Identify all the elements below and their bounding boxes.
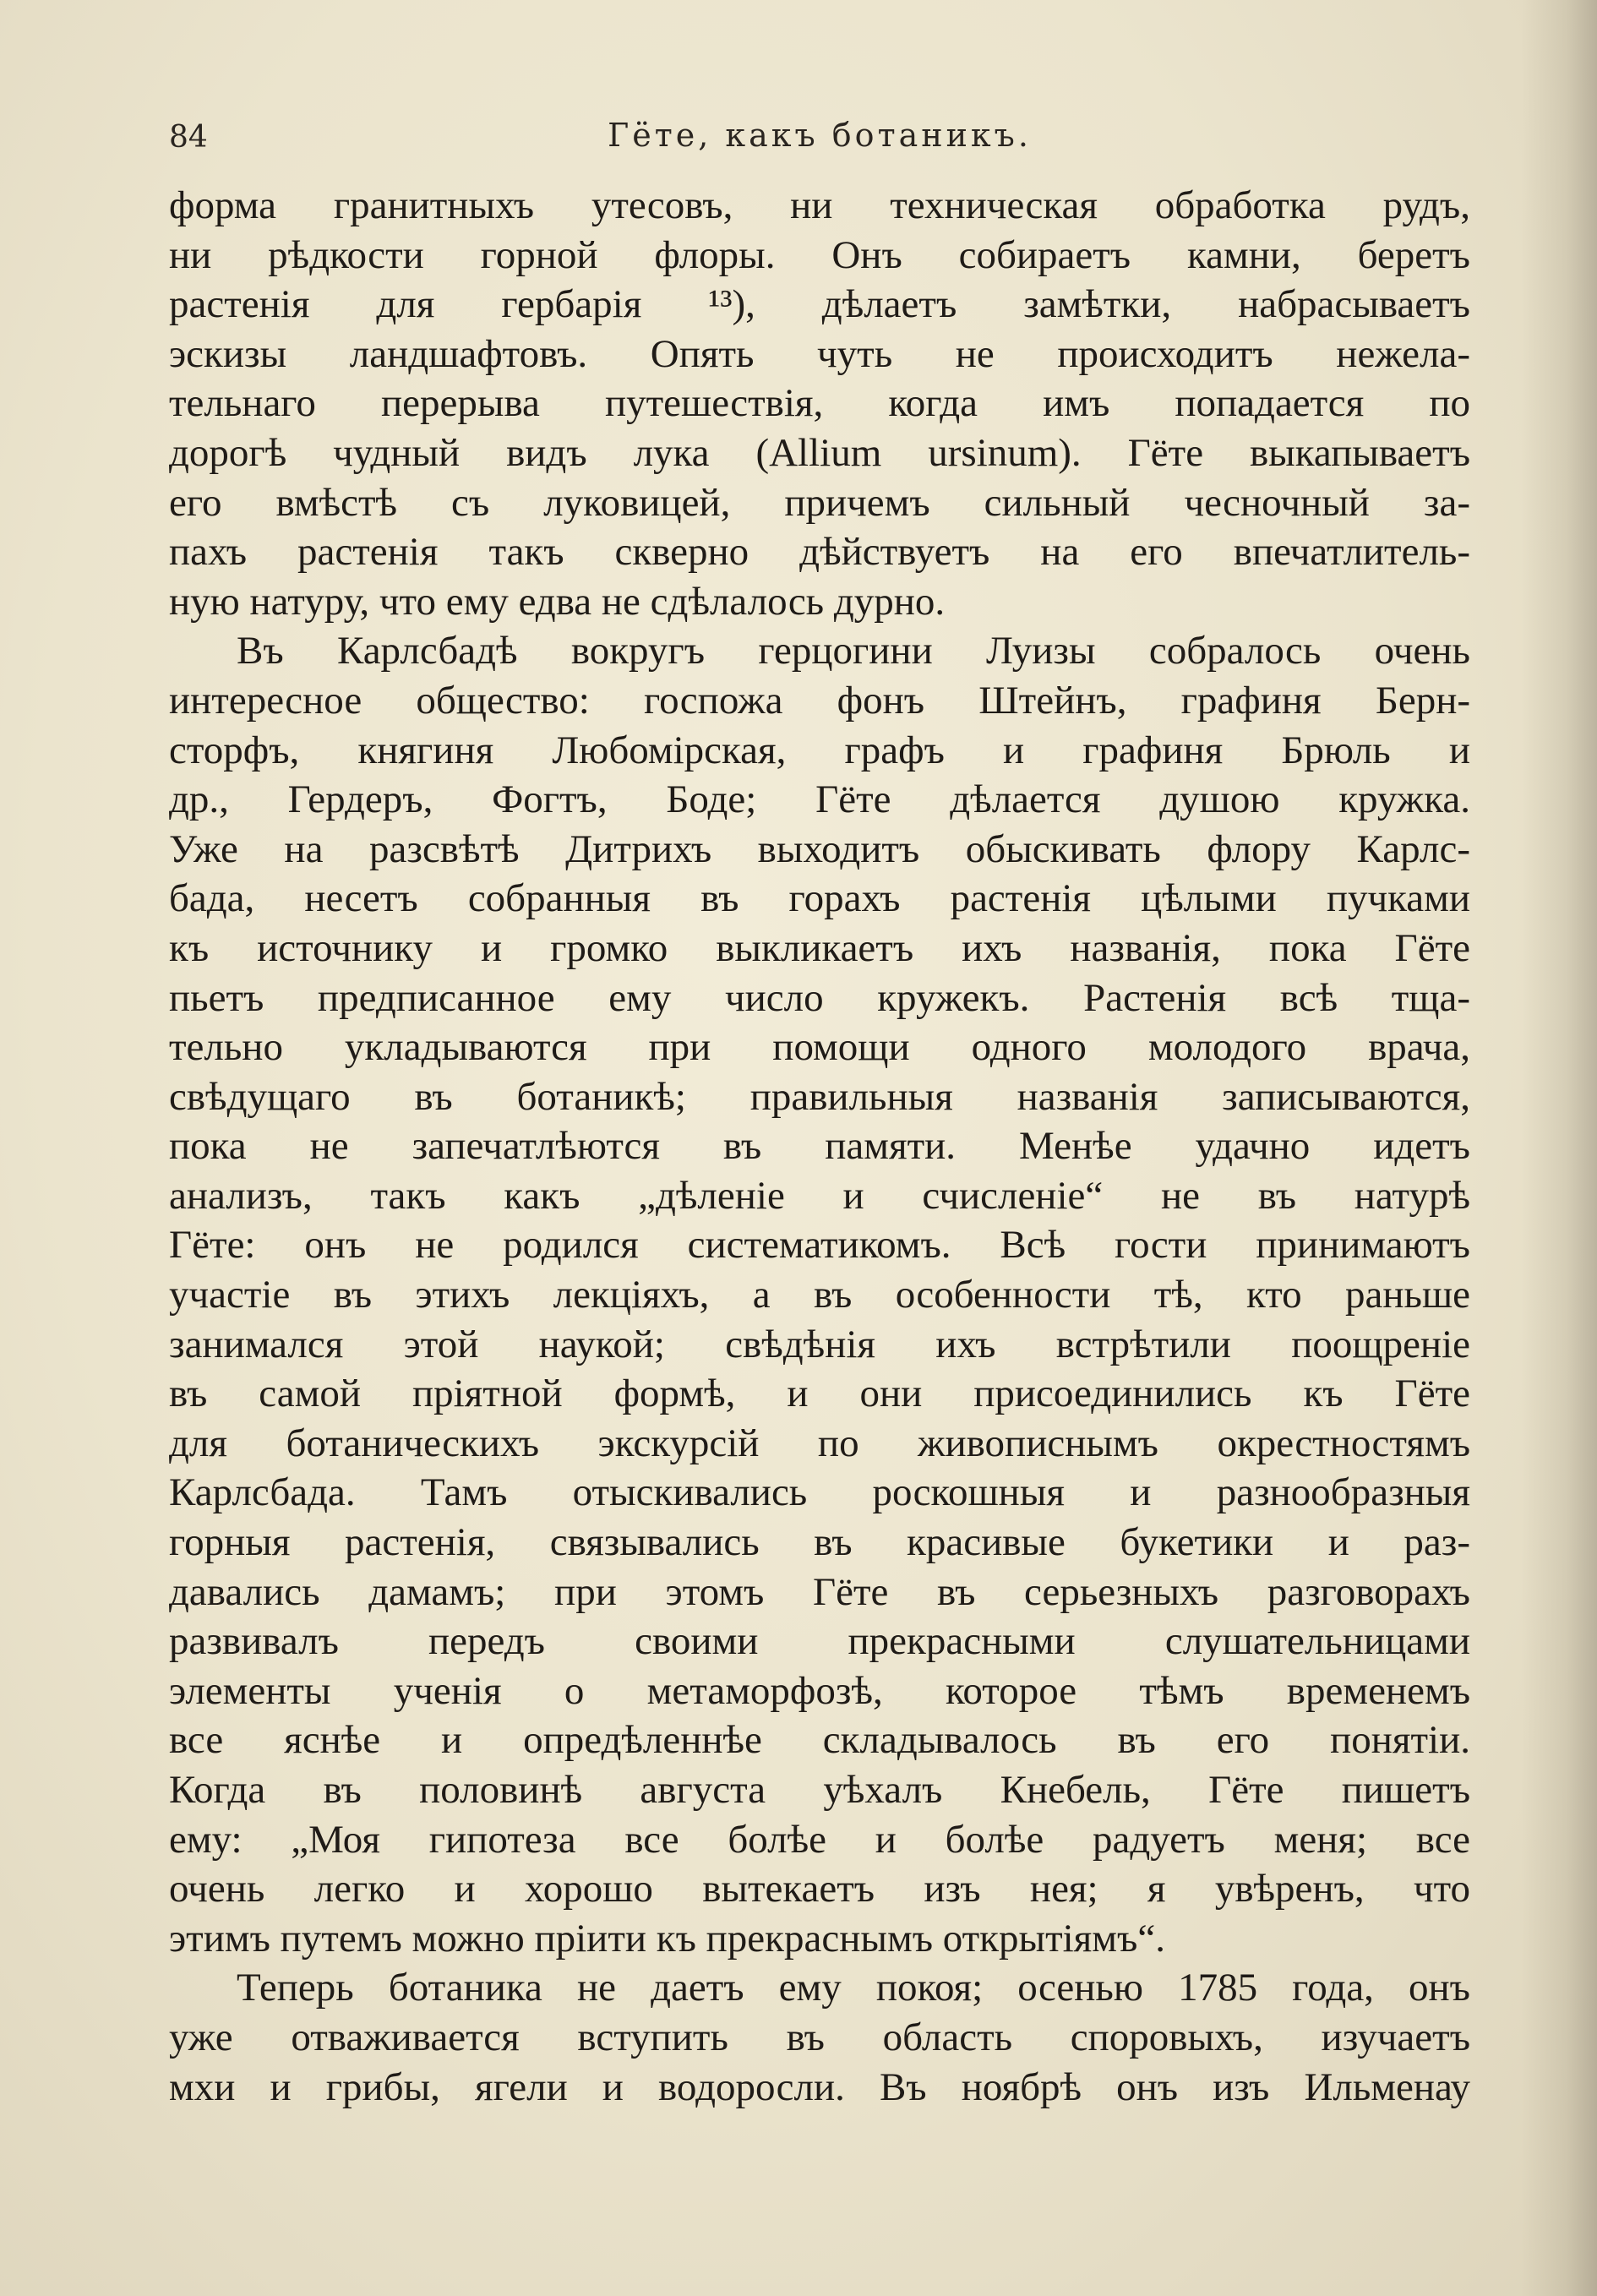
running-title: Гёте, какъ ботаникъ. (608, 117, 1032, 154)
text-line: мхи и грибы, ягели и водоросли. Въ ноябрѣ онъ изъ Ильменау (169, 2064, 1470, 2109)
text-line: къ источнику и громко выкликаетъ ихъ названія, пока Гёте (169, 925, 1470, 970)
text-line: участіе въ этихъ лекціяхъ, а въ особенности тѣ, кто раньше (169, 1273, 1470, 1317)
text-line: элементы ученія о метаморфозѣ, которое тѣмъ временемъ (169, 1668, 1470, 1713)
text-line: дорогѣ чудный видъ лука (Allium ursinum). Гёте выкапываетъ (169, 430, 1470, 475)
text-line: занимался этой наукой; свѣдѣнія ихъ встрѣтили поощреніе (169, 1322, 1470, 1366)
text-line: форма гранитныхъ утесовъ, ни техническая обработка рудъ, (169, 183, 1470, 227)
text-line: эскизы ландшафтовъ. Опять чуть не происходитъ нежела- (169, 331, 1470, 376)
text-line: Уже на разсвѣтѣ Дитрихъ выходитъ обыскивать флору Карлс- (169, 826, 1470, 871)
text-line: пахъ растенія такъ скверно дѣйствуетъ на его впечатлитель- (169, 530, 1470, 575)
page-header (169, 117, 1470, 167)
body-text (169, 181, 1470, 2112)
text-line: ему: „Моя гипотеза все болѣе и болѣе радуетъ меня; все (169, 1817, 1470, 1862)
text-line: горныя растенія, связывались въ красивые букетики и раз- (169, 1520, 1470, 1565)
text-line: пока не запечатлѣются въ памяти. Менѣе удачно идетъ (169, 1124, 1470, 1169)
text-line: интересное общество: госпожа фонъ Штейнъ, графиня Берн- (169, 678, 1470, 723)
text-line: его вмѣстѣ съ луковицей, причемъ сильный чесночный за- (169, 480, 1470, 525)
text-line: тельнаго перерыва путешествія, когда имъ попадается по (169, 381, 1470, 426)
text-line: въ самой пріятной формѣ, и они присоединились къ Гёте (169, 1372, 1470, 1416)
text-line: ную натуру, что ему едва не сдѣлалось дурно. (169, 579, 946, 624)
text-line: сторфъ, княгиня Любомірская, графъ и графиня Брюль и (169, 728, 1470, 772)
text-line: развивалъ передъ своими прекрасными слушательницами (169, 1619, 1470, 1664)
text-line: этимъ путемъ можно пріити къ прекраснымъ открытіямъ“. (169, 1916, 1165, 1961)
text-line: ни рѣдкости горной флоры. Онъ собираетъ камни, беретъ (169, 232, 1470, 277)
text-line: растенія для гербарія ¹³), дѣлаетъ замѣтки, набрасываетъ (169, 282, 1470, 327)
text-line: уже отваживается вступить въ область споровыхъ, изучаетъ (169, 2015, 1470, 2059)
text-line: анализъ, такъ какъ „дѣленіе и счисленіе“ не въ натурѣ (169, 1173, 1470, 1218)
text-line: для ботаническихъ экскурсій по живописнымъ окрестностямъ (169, 1421, 1470, 1465)
paragraph-start-line: Теперь ботаника не даетъ ему покоя; осенью 1785 года, онъ (237, 1966, 1470, 2010)
text-line: свѣдущаго въ ботаникѣ; правильныя названія записываются, (169, 1074, 1470, 1119)
page-edge-shadow (1521, 0, 1597, 2296)
text-line: Когда въ половинѣ августа уѣхалъ Кнебель, Гёте пишетъ (169, 1768, 1470, 1812)
text-line: Карлсбада. Тамъ отыскивались роскошныя и разнообразныя (169, 1470, 1470, 1515)
paragraph-start-line: Въ Карлсбадѣ вокругъ герцогини Луизы собралось очень (237, 629, 1470, 674)
text-line: тельно укладываются при помощи одного молодого врача, (169, 1025, 1470, 1070)
text-line: все яснѣе и опредѣленнѣе складывалось въ его понятіи. (169, 1718, 1470, 1763)
text-line: Гёте: онъ не родился систематикомъ. Всѣ гости принимаютъ (169, 1223, 1470, 1268)
text-line: очень легко и хорошо вытекаетъ изъ нея; я увѣренъ, что (169, 1867, 1470, 1912)
page-number: 84 (169, 120, 208, 155)
text-line: бада, несетъ собранныя въ горахъ растенія цѣлыми пучками (169, 876, 1470, 921)
text-line: др., Гердеръ, Фогтъ, Боде; Гёте дѣлается душою кружка. (169, 777, 1470, 822)
text-line: пьетъ предписанное ему число кружекъ. Растенія всѣ тща- (169, 975, 1470, 1020)
text-line: давались дамамъ; при этомъ Гёте въ серьезныхъ разговорахъ (169, 1569, 1470, 1614)
